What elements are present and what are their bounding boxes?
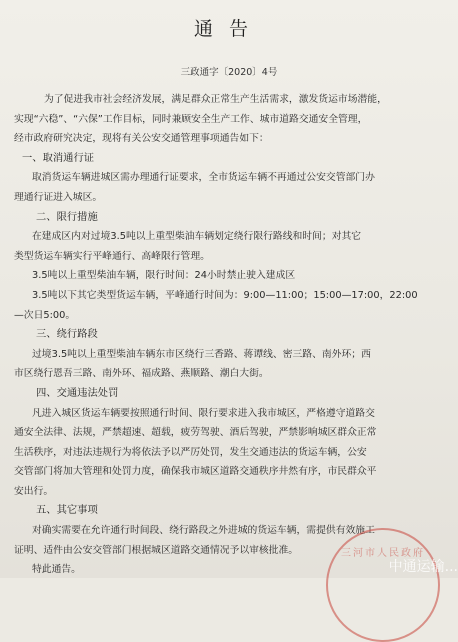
section-4-line: 凡进入城区货运车辆要按照通行时间、限行要求进入我市城区，严格遵守道路交 [32, 407, 375, 419]
section-2-line: 3.5吨以下其它类型货运车辆，平峰通行时间为：9:00—11:00；15:00—17:00，22:00 [32, 289, 418, 301]
intro-line: 实现“六稳”、“六保”工作目标，同时兼顾安全生产工作、城市道路交通安全管理， [14, 113, 368, 125]
section-5-line: 证明、适件由公安交管部门根据城区道路交通情况予以审核批准。 [14, 544, 299, 556]
document-body [14, 90, 450, 580]
section-heading-4: 四、交通违法处罚 [36, 386, 119, 399]
official-seal [326, 528, 440, 642]
section-4-line: 安出行。 [14, 485, 54, 497]
section-2-line: 3.5吨以上重型柴油车辆，限行时间：24小时禁止驶入建成区 [32, 270, 296, 282]
section-4-line: 通安全法律、法规，严禁超速、超载，疲劳驾驶、酒后驾驶，严禁影响城区群众正常 [14, 427, 377, 439]
section-2-line: 在建成区内对过境3.5吨以上重型柴油车辆划定绕行限行路线和时间；对其它 [32, 231, 362, 243]
section-1-line: 取消货运车辆进城区需办理通行证要求，全市货运车辆不再通过公安交管部门办 [32, 172, 375, 184]
section-heading-1: 一、取消通行证 [22, 151, 95, 164]
section-5-line: 特此通告。 [32, 564, 81, 576]
intro-line: 经市政府研究决定，现将有关公安交通管理事项通告如下： [14, 133, 269, 145]
document-number: 三政通字〔2020〕4号 [180, 67, 278, 78]
section-heading-2: 二、限行措施 [36, 210, 98, 223]
seal-text: 三河市人民政府 [341, 548, 425, 559]
section-heading-3: 三、绕行路段 [36, 328, 98, 341]
intro-line: 为了促进我市社会经济发展，满足群众正常生产生活需求，激发货运市场潜能， [44, 94, 387, 105]
section-3-line: 市区绕行恩吾三路、南外环、福成路、燕顺路、潮白大街。 [14, 368, 269, 380]
section-5-line: 对确实需要在允许通行时间段、绕行路段之外进城的货运车辆，需提供有效施工 [32, 525, 375, 537]
section-4-line: 生活秩序，对违法违规行为将依法予以严厉处罚，发生交通违法的货运车辆，公安 [14, 446, 367, 458]
section-heading-5: 五、其它事项 [36, 504, 98, 517]
section-1-line: 理通行证进入城区。 [14, 191, 103, 203]
section-2-line: —次日5:00。 [14, 309, 76, 321]
document-title: 通告 [193, 18, 264, 40]
section-4-line: 交管部门将加大管理和处罚力度，确保我市城区道路交通秩序井然有序，市民群众平 [14, 466, 377, 478]
watermark: 中通运输... [388, 559, 458, 575]
section-2-line: 类型货运车辆实行平峰通行、高峰限行管理。 [14, 250, 210, 262]
section-3-line: 过境3.5吨以上重型柴油车辆东市区绕行三香路、蒋谭线、密三路、南外环；西 [32, 348, 371, 360]
